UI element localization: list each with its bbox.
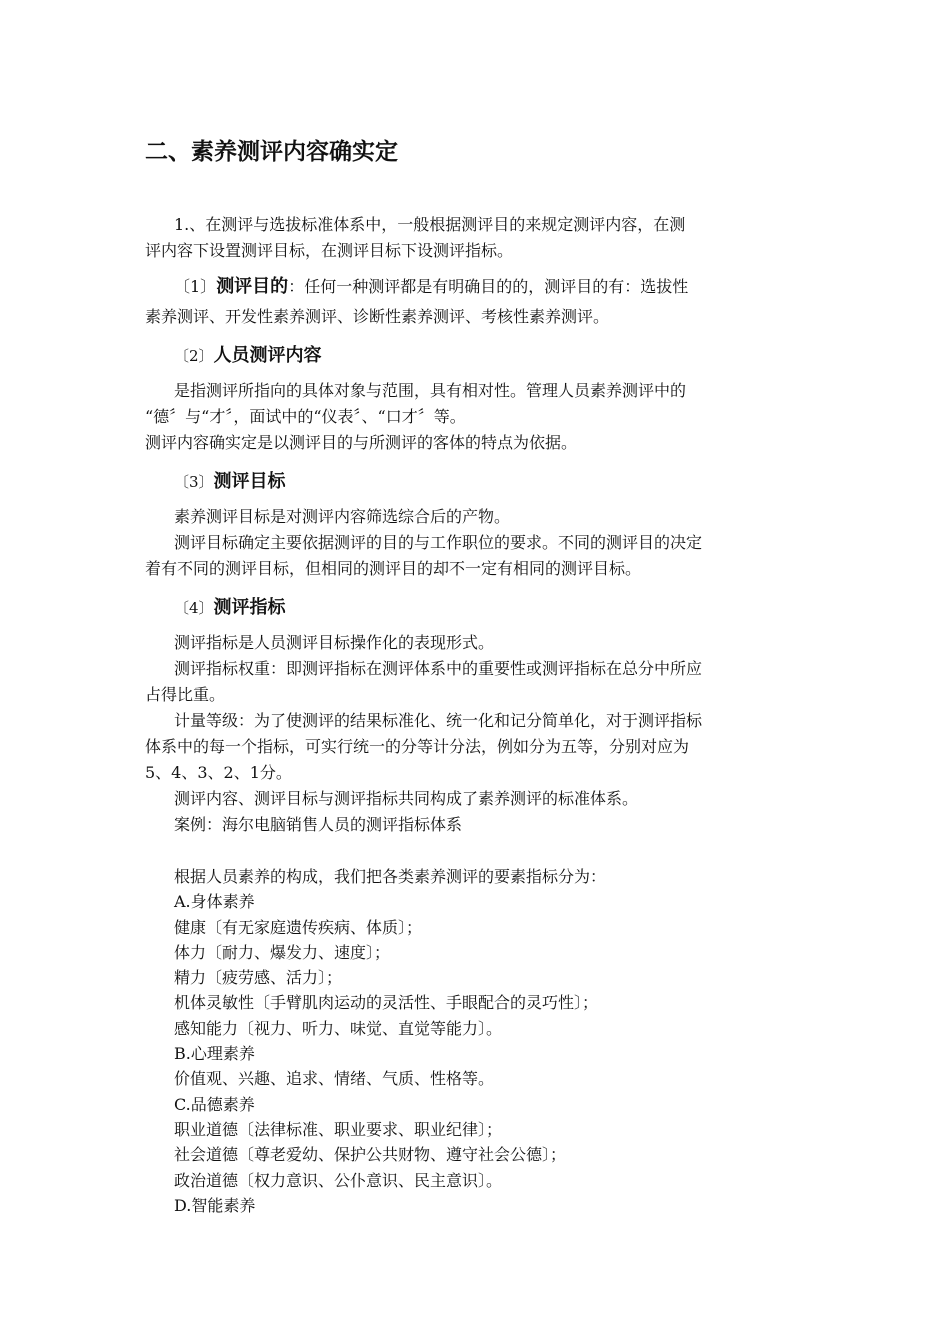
- list-item: 感知能力〔视力、听力、味觉、直觉等能力〕。: [174, 1018, 503, 1038]
- subsection-first-line: [145, 272, 805, 302]
- paragraph-line: 测评指标是人员测评目标操作化的表现形式。: [174, 633, 495, 652]
- paragraph-line: “德〞与“才〞，面试中的“仪表〞、“口才〞等。: [145, 407, 466, 426]
- paragraph-line: 测评内容确实定是以测评目的与所测评的客体的特点为依据。: [145, 433, 578, 452]
- list-item: 政治道德〔权力意识、公仆意识、民主意识〕。: [174, 1170, 503, 1190]
- section-title: 二、素养测评内容确实定: [145, 139, 398, 165]
- list-item: 健康〔有无家庭遗传疾病、体质〕；: [174, 917, 423, 937]
- list-item: B.心理素养: [174, 1044, 255, 1064]
- subsection-number: 〔4〕: [174, 599, 214, 617]
- intro-paragraph: [145, 212, 805, 264]
- paragraph-line: 测评目标确定主要依据测评的目的与工作职位的要求。不同的测评目的决定: [174, 533, 703, 552]
- list-item: A.身体素养: [174, 892, 255, 912]
- subsection-text-line: 素养测评、开发性素养测评、诊断性素养测评、考核性素养测评。: [145, 307, 610, 326]
- subsection-heading: 测评目的: [216, 276, 289, 297]
- subsection-number: 〔3〕: [174, 473, 214, 491]
- subsection-purpose: [145, 272, 805, 332]
- subsection-heading: 测评目标: [213, 471, 286, 492]
- paragraph-line: 是指测评所指向的具体对象与范围，具有相对性。管理人员素养测评中的: [174, 381, 687, 400]
- paragraph-line: 着有不同的测评目标，但相同的测评目的却不一定有相同的测评目标。: [145, 559, 642, 578]
- list-item: 体力〔耐力、爆发力、速度〕；: [174, 942, 391, 962]
- intro-line: 评内容下设置测评目标，在测评目标下设测评指标。: [145, 241, 514, 260]
- document-body: [145, 212, 805, 1218]
- paragraph-line: 计量等级：为了使测评的结果标准化、统一化和记分简单化，对于测评指标: [174, 711, 703, 730]
- list-item: 精力〔疲劳感、活力〕；: [174, 968, 343, 988]
- list-item: D.智能素养: [174, 1195, 256, 1215]
- list-item: C.品德素养: [174, 1094, 255, 1114]
- paragraph-line: 5、4、3、2、1分。: [145, 763, 292, 782]
- paragraph-line: 占得比重。: [145, 685, 226, 704]
- subsection-heading-line: [145, 592, 805, 624]
- list-item: 社会道德〔尊老爱幼、保护公共财物、遵守社会公德〕；: [174, 1145, 567, 1165]
- paragraph-line: 测评指标权重：即测评指标在测评体系中的重要性或测评指标在总分中所应: [174, 659, 703, 678]
- paragraph-line: 素养测评目标是对测评内容筛选综合后的产物。: [174, 507, 511, 526]
- subsection-text: ：任何一种测评都是有明确目的的，测评目的有：选拔性: [288, 277, 689, 296]
- subsection-heading-line: [145, 466, 805, 498]
- subsection-indicators: [145, 592, 805, 838]
- subsection-heading-line: [145, 340, 805, 372]
- list-item: 价值观、兴趣、追求、情绪、气质、性格等。: [174, 1069, 495, 1089]
- subsection-number: 〔2〕: [174, 347, 214, 365]
- intro-line: 1.、在测评与选拔标准体系中，一般根据测评目的来规定测评内容，在测: [174, 215, 686, 234]
- subsection-content: [145, 340, 805, 456]
- list-lead: 根据人员素养的构成，我们把各类素养测评的要素指标分为：: [174, 867, 607, 886]
- subsection-heading: 人员测评内容: [213, 345, 322, 366]
- paragraph-line: 体系中的每一个指标，可实行统一的分等计分法，例如分为五等，分别对应为: [145, 737, 690, 756]
- subsection-target: [145, 466, 805, 582]
- list-item: 机体灵敏性〔手臂肌肉运动的灵活性、手眼配合的灵巧性〕；: [174, 993, 599, 1013]
- paragraph-line: 测评内容、测评目标与测评指标共同构成了素养测评的标准体系。: [174, 789, 639, 808]
- element-list: [145, 864, 805, 1218]
- subsection-heading: 测评指标: [213, 597, 286, 618]
- paragraph-line: 案例：海尔电脑销售人员的测评指标体系: [174, 815, 463, 834]
- subsection-number: 〔1〕: [174, 277, 217, 296]
- list-item: 职业道德〔法律标准、职业要求、职业纪律〕；: [174, 1119, 503, 1139]
